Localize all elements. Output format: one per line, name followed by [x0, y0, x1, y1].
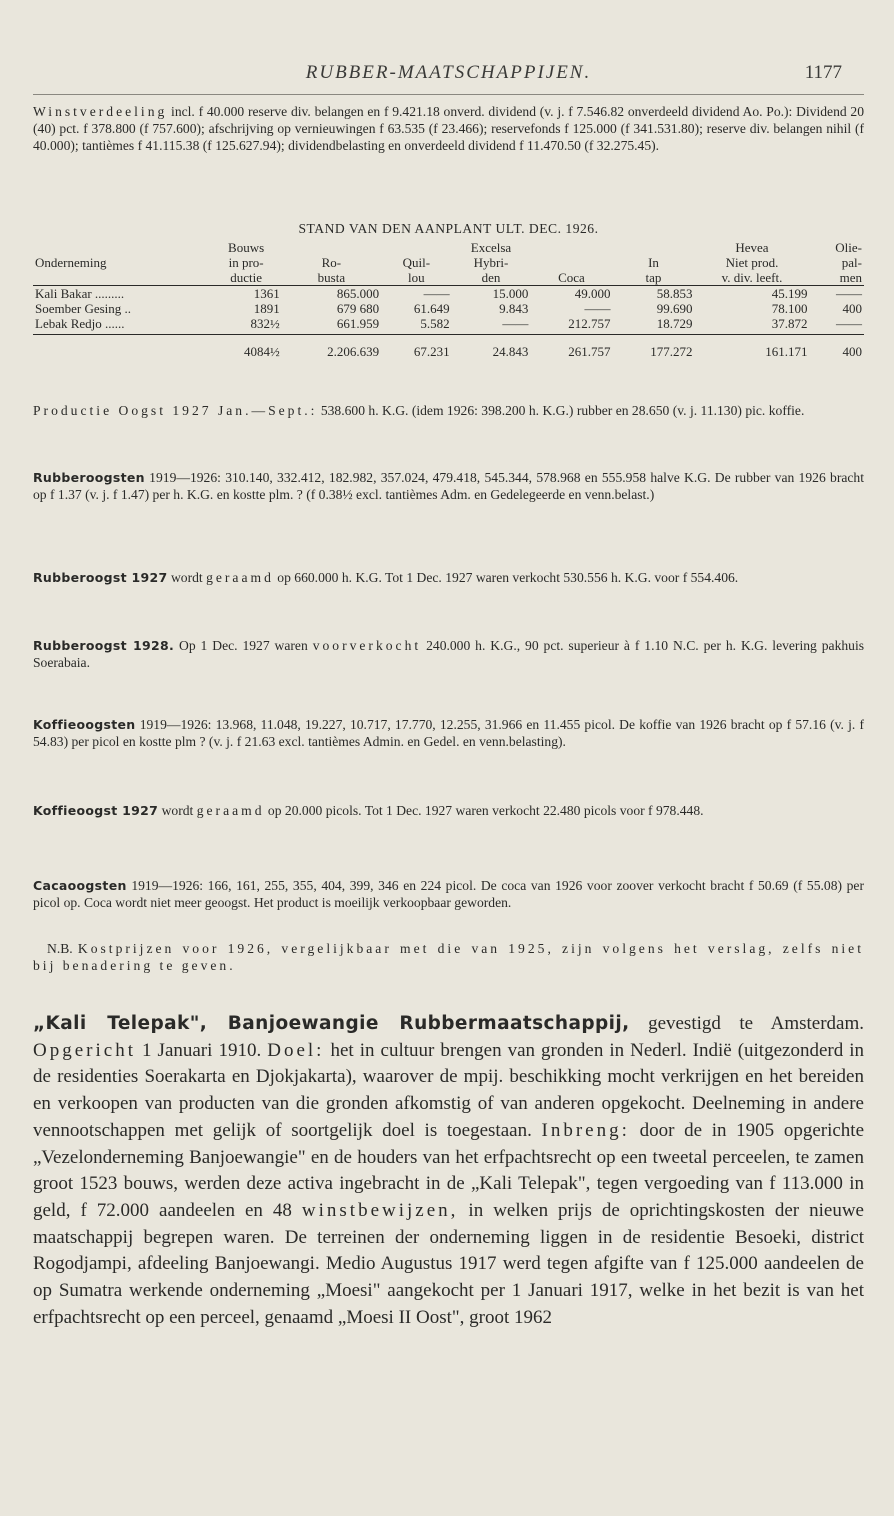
- cell-niet-prod: 78.100: [771, 301, 808, 316]
- company-name: „Kali Telepak", Banjoewangie Rubbermaatschappij,: [33, 1013, 630, 1034]
- winstverdeeling-label: Winstverdeeling: [33, 104, 168, 119]
- running-title: RUBBER-MAATSCHAPPIJEN.: [305, 62, 592, 83]
- col-header-in-tap-2: tap: [612, 270, 694, 286]
- total-bouws: 4084½: [243, 344, 280, 359]
- aanplant-heading: STAND VAN DEN AANPLANT ULT. DEC. 1926.: [298, 221, 599, 236]
- total-palmen: 400: [842, 344, 862, 359]
- company-doel-label: Doel:: [267, 1039, 325, 1061]
- koffieoogst-1927-text-1: wordt: [161, 803, 194, 818]
- col-header-in-productie-2: ductie: [211, 270, 282, 286]
- table-header-row-1: [33, 255, 864, 270]
- cell-in-tap: 18.729: [612, 316, 694, 335]
- col-header-in-productie: in pro-: [228, 255, 264, 270]
- company-winstbewijzen: winstbewijzen,: [301, 1199, 459, 1221]
- row-name: Lebak Redjo ......: [33, 316, 211, 335]
- rubberoogst-1928-text-2: 240.000 h. K.G., 90 pct. superieur à f 1.10 N.C. per h. K.G. levering pakhuis Soerabaia.: [33, 638, 865, 670]
- col-header-robusta: Ro-: [321, 255, 342, 270]
- group-header-excelsa: Excelsa: [470, 240, 512, 255]
- rubberoogst-1928-text-1: Op 1 Dec. 1927 waren: [179, 638, 308, 653]
- rubberoogst-1927-label: Rubberoogst 1927: [33, 570, 168, 585]
- cell-quillou: 5.582: [381, 316, 452, 335]
- company-paragraph: [33, 1011, 864, 1331]
- koffieoogst-1927-text-2: op 20.000 picols. Tot 1 Dec. 1927 waren verkocht 22.480 picols voor f 978.448.: [267, 803, 704, 818]
- cacaoogsten-text: 1919—1926: 166, 161, 255, 355, 404, 399, 346 en 224 picol. De coca van 1926 voor zoover verkocht bracht f 50.69 (f 55.08) per picol op. Coca wordt niet meer geoogst. Het product is moeilijk verkoopbaar geworden.: [33, 878, 864, 910]
- productie-text: 538.600 h. K.G. (idem 1926: 398.200 h. K.G.) rubber en 28.650 (v. j. 11.130) pic. koffie.: [320, 403, 805, 418]
- cell-bouws: 1891: [253, 301, 280, 316]
- col-header-robusta-2: busta: [282, 270, 381, 286]
- col-header-onderneming: Onderneming: [35, 255, 107, 270]
- company-opgericht-label: Opgericht: [33, 1039, 136, 1061]
- nb-prefix: N.B.: [47, 941, 73, 956]
- group-header-olie: Olie-: [835, 240, 862, 255]
- table-row: [33, 316, 864, 335]
- group-header-hevea: Hevea: [735, 240, 769, 255]
- cell-hybriden: 9.843: [499, 301, 529, 316]
- rubberoogsten-text: 1919—1926: 310.140, 332.412, 182.982, 357.024, 479.418, 545.344, 578.968 en 555.958 halve K.G. De rubber van 1926 bracht op f 1.37 (v. j. f 1.47) per h. K.G. en kostte plm. ? (f 0.38½ excl. tantièmes Adm. en Gedelegeerde en venn.belast.): [33, 470, 864, 502]
- cell-robusta: 865.000: [336, 286, 380, 301]
- total-hybriden: 24.843: [492, 344, 529, 359]
- rubberoogsten-label: Rubberoogsten: [33, 470, 145, 485]
- col-header-hybriden: Hybri-: [473, 255, 509, 270]
- rubberoogsten-paragraph: [33, 469, 864, 503]
- koffieoogst-1927-paragraph: [33, 802, 864, 819]
- company-text-5: in welken prijs de oprichtingskosten der nieuwe maatschappij begrepen waren. De terreinen der onderneming liggen in de residentie Besoeki, district Rogodjampi, afdeeling Banjoewangi. Medio Augustus 1917 werd tegen afgifte van f 125.000 aandeelen de op Sumatra werkende onderneming „Moesi" aangekocht per 1 Januari 1917, welke in het bezit is van het erfpachtsrecht op een perceel, genaamd „Moesi II Oost", groot 1962: [33, 1199, 864, 1328]
- productie-label: Productie Oogst 1927 Jan.—Sept.:: [33, 403, 318, 418]
- total-robusta: 2.206.639: [327, 344, 380, 359]
- company-text-3: het in cultuur brengen van gronden in Nederl. Indië (uitgezonderd in de residenties Soerakarta en Djokjakarta), waarover de mpij. beschikking mocht verkrijgen en het bereiden en verkoopen van producten van die gronden afkomstig of van anderen opgekocht. Deelneming in andere vennootschappen met gelijk of soortgelijk doel is toegestaan.: [33, 1039, 865, 1141]
- col-header-coca: Coca: [530, 270, 612, 286]
- cell-coca: 212.757: [530, 316, 612, 335]
- cell-bouws: 832½: [211, 316, 282, 335]
- col-header-palmen-2: men: [809, 270, 864, 286]
- cell-quillou: 61.649: [413, 301, 450, 316]
- header-rule: [33, 94, 864, 95]
- total-coca: 261.757: [568, 344, 611, 359]
- cell-robusta: 679 680: [336, 301, 380, 316]
- cell-niet-prod: 37.872: [695, 316, 810, 335]
- cell-in-tap: 58.853: [656, 286, 693, 301]
- cell-coca: ——: [584, 301, 611, 316]
- cell-bouws: 1361: [253, 286, 280, 301]
- col-header-hybriden-2: den: [452, 270, 531, 286]
- rubberoogst-1928-spaced: voorverkocht: [312, 638, 422, 653]
- nb-text: Kostprijzen voor 1926, vergelijkbaar met die van 1925, zijn volgens het verslag, zelfs niet bij benadering te geven.: [33, 941, 864, 973]
- cell-in-tap: 99.690: [656, 301, 693, 316]
- cell-robusta: 661.959: [282, 316, 381, 335]
- koffieoogsten-paragraph: [33, 716, 864, 750]
- page-number: 1177: [804, 62, 842, 83]
- total-niet-prod: 161.171: [765, 344, 808, 359]
- col-header-in-tap: In: [648, 255, 659, 270]
- cell-hybriden: ——: [452, 316, 531, 335]
- col-header-niet-prod-2: v. div. leeft.: [695, 270, 810, 286]
- rubberoogst-1927-spaced: geraamd: [206, 570, 274, 585]
- company-inbreng-label: Inbreng:: [541, 1119, 630, 1141]
- table-row: [33, 286, 864, 302]
- cell-hybriden: 15.000: [492, 286, 529, 301]
- koffieoogst-1927-label: Koffieoogst 1927: [33, 803, 159, 818]
- productie-paragraph: [33, 402, 864, 419]
- total-in-tap: 177.272: [650, 344, 693, 359]
- col-header-palmen: pal-: [841, 255, 862, 270]
- company-text-2: 1 Januari 1910.: [142, 1039, 262, 1061]
- col-header-quillou-2: lou: [381, 270, 452, 286]
- cell-palmen: ——: [836, 286, 862, 301]
- company-text-1: gevestigd te Amsterdam.: [648, 1013, 864, 1034]
- row-name: Kali Bakar .........: [35, 286, 125, 301]
- table-header-row-2: [33, 270, 864, 286]
- col-header-quillou: Quil-: [402, 255, 431, 270]
- company-text-4: door de in 1905 opgerichte „Vezelonderneming Banjoewangie" en de houders van het erfpachtsrecht op een tweetal perceelen, te zamen groot 1523 bouws, werden deze activa ingebracht in de „Kali Telepak", tegen vergoeding van f 113.000 in geld, f 72.000 aandeelen en 48: [33, 1119, 865, 1221]
- table-row: [33, 301, 864, 316]
- table-group-header-row: [33, 240, 864, 255]
- row-name: Soember Gesing ..: [35, 301, 132, 316]
- aanplant-table: [33, 240, 864, 359]
- cell-palmen: 400: [842, 301, 862, 316]
- rubberoogst-1927-text-2: op 660.000 h. K.G. Tot 1 Dec. 1927 waren verkocht 530.556 h. K.G. voor f 554.406.: [277, 570, 739, 585]
- cell-quillou: ——: [423, 286, 450, 301]
- total-quillou: 67.231: [413, 344, 450, 359]
- koffieoogsten-text: 1919—1926: 13.968, 11.048, 19.227, 10.717, 17.770, 12.255, 31.966 en 11.455 picol. De koffie van 1926 bracht op f 57.16 (v. j. f 54.83) per picol en kostte plm ? (v. j. f 21.63 excl. tantièmes Admin. en Gedel. en venn.belasting).: [33, 717, 864, 749]
- table-total-row: [33, 335, 864, 360]
- group-header-bouws: Bouws: [228, 240, 265, 255]
- koffieoogsten-label: Koffieoogsten: [33, 717, 136, 732]
- rubberoogst-1928-paragraph: [33, 637, 864, 671]
- winstverdeeling-text: incl. f 40.000 reserve div. belangen en f 9.421.18 onverd. dividend (v. j. f 7.546.82 onverdeeld dividend Ao. Po.): Dividend 20 (40) pct. f 378.800 (f 757.600); afschrijving op vernieuwingen f 63.535 (f 23.466); reservefonds f 125.000 (f 341.531.80); reserve div. belangen nihil (f 40.000); tantièmes f 41.115.38 (f 125.627.94); dividendbelasting en onverdeeld dividend f 11.470.50 (f 32.275.45).: [33, 104, 864, 153]
- rubberoogst-1927-text-1: wordt: [170, 570, 203, 585]
- cacaoogsten-label: Cacaoogsten: [33, 878, 127, 893]
- rubberoogst-1928-label: Rubberoogst 1928.: [33, 638, 175, 653]
- koffieoogst-1927-spaced: geraamd: [196, 803, 265, 818]
- col-header-niet-prod: Niet prod.: [725, 255, 779, 270]
- cacaoogsten-paragraph: [33, 877, 864, 911]
- rubberoogst-1927-paragraph: [33, 569, 864, 586]
- cell-coca: 49.000: [574, 286, 611, 301]
- nb-paragraph: [33, 940, 864, 974]
- winstverdeeling-paragraph: [33, 103, 864, 154]
- cell-niet-prod: 45.199: [771, 286, 808, 301]
- cell-palmen: ——: [809, 316, 864, 335]
- running-head: [33, 0, 864, 83]
